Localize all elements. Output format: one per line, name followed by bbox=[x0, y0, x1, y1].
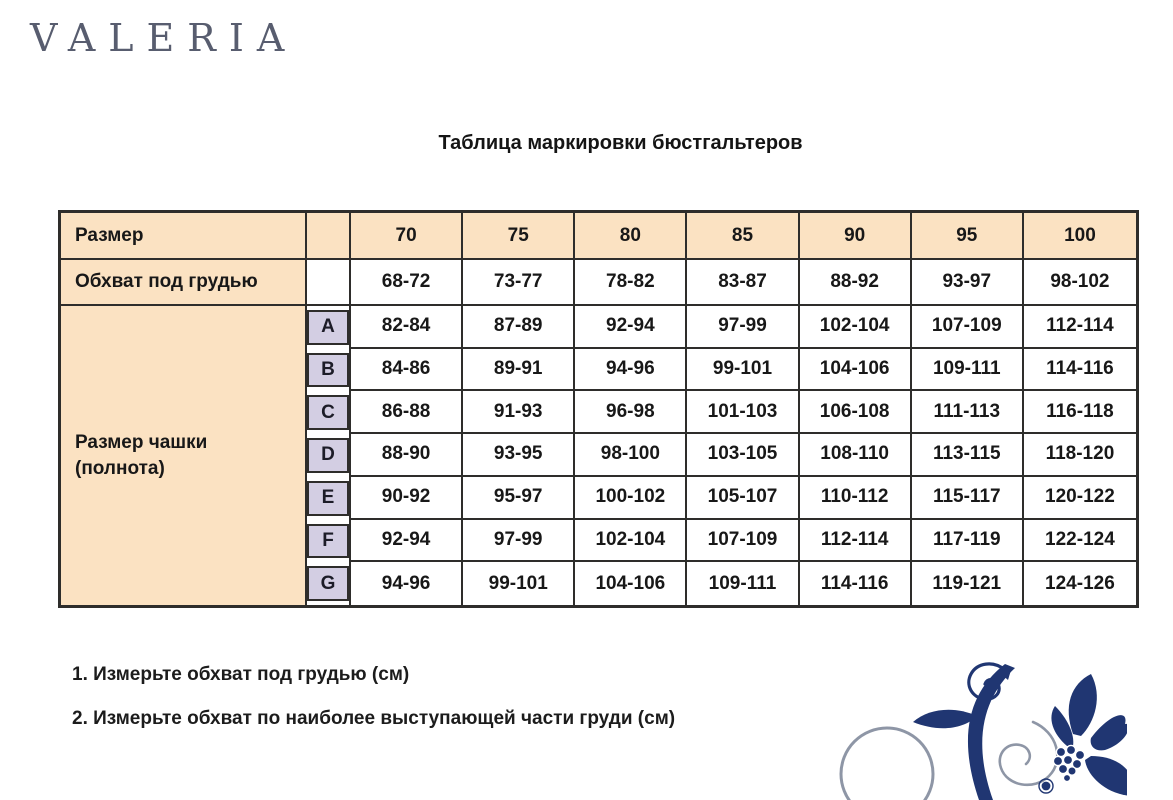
table-cell: 100-102 bbox=[575, 477, 687, 520]
cup-letter-cell bbox=[307, 477, 351, 520]
table-cell: 107-109 bbox=[912, 306, 1024, 349]
size-header-cell: 70 bbox=[351, 213, 463, 260]
table-cell: 97-99 bbox=[463, 520, 575, 563]
table-cell: 110-112 bbox=[800, 477, 912, 520]
table-cell: 97-99 bbox=[687, 306, 799, 349]
table-cell: 99-101 bbox=[687, 349, 799, 392]
table-cell: 105-107 bbox=[687, 477, 799, 520]
table-cell: 93-95 bbox=[463, 434, 575, 477]
table-cell: 99-101 bbox=[463, 562, 575, 605]
underbust-cell: 88-92 bbox=[800, 260, 912, 306]
underbust-cell: 93-97 bbox=[912, 260, 1024, 306]
table-cell: 89-91 bbox=[463, 349, 575, 392]
table-cell: 106-108 bbox=[800, 391, 912, 434]
table-cell: 109-111 bbox=[687, 562, 799, 605]
size-row-label: Размер bbox=[61, 213, 307, 260]
table-cell: 122-124 bbox=[1024, 520, 1136, 563]
table-cell: 94-96 bbox=[575, 349, 687, 392]
cup-letter-B: B bbox=[307, 353, 349, 388]
size-header-cell: 90 bbox=[800, 213, 912, 260]
cup-letter-cell bbox=[307, 391, 351, 434]
measure-note-2: 2. Измерьте обхват по наиболее выступающей части груди (см) bbox=[72, 708, 676, 729]
table-cell: 91-93 bbox=[463, 391, 575, 434]
table-cell: 95-97 bbox=[463, 477, 575, 520]
table-cell: 102-104 bbox=[575, 520, 687, 563]
measure-note-1: 1. Измерьте обхват под грудью (см) bbox=[72, 664, 410, 685]
cup-letter-E: E bbox=[307, 481, 349, 516]
cup-size-row-label bbox=[61, 306, 307, 605]
underbust-row-spacer-cell bbox=[307, 260, 351, 306]
table-cell: 115-117 bbox=[912, 477, 1024, 520]
cup-letter-cell bbox=[307, 306, 351, 349]
table-cell: 118-120 bbox=[1024, 434, 1136, 477]
cup-letter-A: A bbox=[307, 310, 349, 345]
underbust-row-label: Обхват под грудью bbox=[61, 260, 307, 306]
table-cell: 98-100 bbox=[575, 434, 687, 477]
cup-size-label-line1: Размер чашки bbox=[75, 431, 208, 453]
table-cell: 84-86 bbox=[351, 349, 463, 392]
cup-letter-G: G bbox=[307, 566, 349, 601]
table-cell: 82-84 bbox=[351, 306, 463, 349]
table-cell: 88-90 bbox=[351, 434, 463, 477]
table-cell: 114-116 bbox=[1024, 349, 1136, 392]
table-cell: 112-114 bbox=[1024, 306, 1136, 349]
table-cell: 87-89 bbox=[463, 306, 575, 349]
size-header-cell: 85 bbox=[687, 213, 799, 260]
size-header-cell: 80 bbox=[575, 213, 687, 260]
table-cell: 104-106 bbox=[575, 562, 687, 605]
bra-size-table bbox=[58, 210, 1139, 608]
table-cell: 109-111 bbox=[912, 349, 1024, 392]
underbust-cell: 83-87 bbox=[687, 260, 799, 306]
table-cell: 102-104 bbox=[800, 306, 912, 349]
table-cell: 112-114 bbox=[800, 520, 912, 563]
underbust-cell: 73-77 bbox=[463, 260, 575, 306]
cup-letter-cell bbox=[307, 520, 351, 563]
table-cell: 108-110 bbox=[800, 434, 912, 477]
table-cell: 104-106 bbox=[800, 349, 912, 392]
table-cell: 90-92 bbox=[351, 477, 463, 520]
floral-flourish-ornament bbox=[837, 660, 1127, 800]
page-title: Таблица маркировки бюстгальтеров bbox=[438, 132, 803, 154]
table-cell: 101-103 bbox=[687, 391, 799, 434]
cup-letter-cell bbox=[307, 349, 351, 392]
table-cell: 111-113 bbox=[912, 391, 1024, 434]
table-cell: 86-88 bbox=[351, 391, 463, 434]
underbust-cell: 98-102 bbox=[1024, 260, 1136, 306]
table-cell: 96-98 bbox=[575, 391, 687, 434]
cup-letter-C: C bbox=[307, 395, 349, 430]
size-row-spacer-cell bbox=[307, 213, 351, 260]
table-cell: 92-94 bbox=[575, 306, 687, 349]
underbust-cell: 68-72 bbox=[351, 260, 463, 306]
table-cell: 124-126 bbox=[1024, 562, 1136, 605]
table-cell: 94-96 bbox=[351, 562, 463, 605]
brand-logo: VALERIA bbox=[30, 16, 298, 60]
underbust-cell: 78-82 bbox=[575, 260, 687, 306]
table-cell: 113-115 bbox=[912, 434, 1024, 477]
cup-letter-cell bbox=[307, 434, 351, 477]
table-cell: 107-109 bbox=[687, 520, 799, 563]
cup-size-label-line2: (полнота) bbox=[75, 457, 165, 479]
cup-letter-cell bbox=[307, 562, 351, 605]
table-cell: 114-116 bbox=[800, 562, 912, 605]
cup-letter-D: D bbox=[307, 438, 349, 473]
size-header-cell: 75 bbox=[463, 213, 575, 260]
table-cell: 117-119 bbox=[912, 520, 1024, 563]
table-cell: 92-94 bbox=[351, 520, 463, 563]
table-cell: 120-122 bbox=[1024, 477, 1136, 520]
size-header-cell: 95 bbox=[912, 213, 1024, 260]
size-header-cell: 100 bbox=[1024, 213, 1136, 260]
table-cell: 116-118 bbox=[1024, 391, 1136, 434]
table-cell: 103-105 bbox=[687, 434, 799, 477]
cup-letter-F: F bbox=[307, 524, 349, 559]
table-cell: 119-121 bbox=[912, 562, 1024, 605]
